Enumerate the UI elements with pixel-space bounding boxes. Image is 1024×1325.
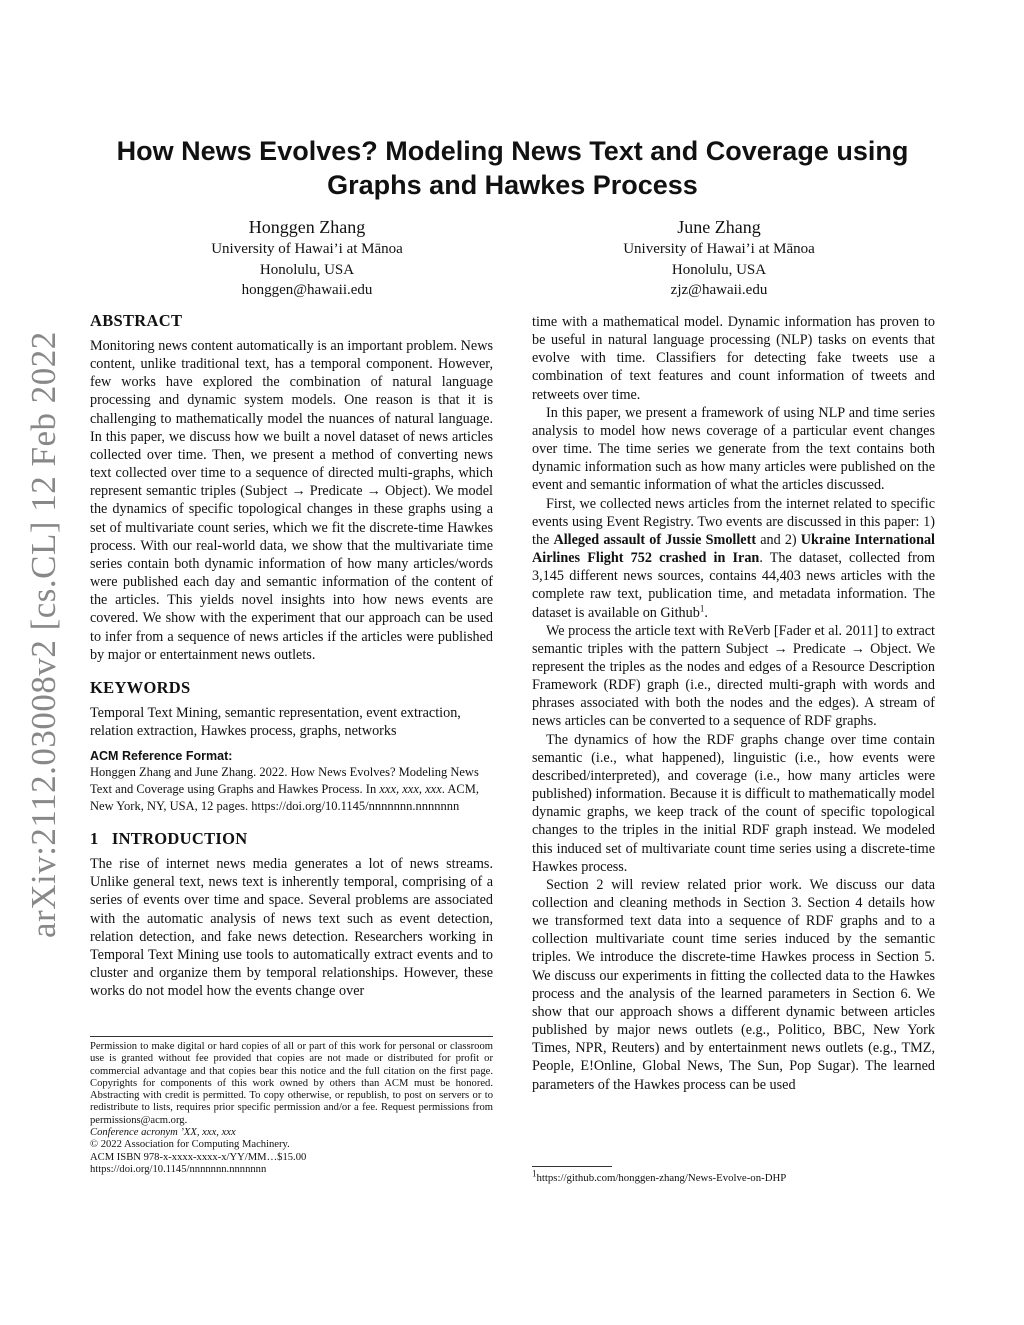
- author-affiliation: University of Hawai’i at Mānoa: [211, 241, 403, 257]
- acm-reference-rest: . ACM, New York, NY, USA, 12 pages. https://doi.org/10.1145/nnnnnnn.nnnnnnn: [90, 782, 479, 814]
- author-location: Honolulu, USA: [671, 261, 767, 278]
- intro-paragraph-3: [532, 495, 935, 622]
- acm-reference-text: [90, 764, 493, 815]
- intro-paragraph-1-continued: time with a mathematical model. Dynamic information has proven to be useful in natural language processing (NLP) tasks on events that evolve with time. Classifiers for detecting fake tweets use a combination of text features and count information of tweets and retweets over time.: [532, 314, 935, 403]
- introduction-heading: [90, 829, 493, 849]
- event-2-name: Ukraine International Airlines Flight 752 crashed in Iran: [532, 531, 935, 567]
- permission-notice: [90, 1041, 493, 1176]
- p3-text-c: and 2): [756, 531, 801, 548]
- author-name: Honggen Zhang: [248, 217, 366, 237]
- title-line-1: How News Evolves? Modeling News Text and Coverage using: [116, 136, 909, 166]
- keywords-heading: KEYWORDS: [90, 677, 191, 697]
- acm-reference-venue: xxx, xxx, xxx: [379, 782, 442, 797]
- author-email: zjz@hawaii.edu: [670, 282, 768, 298]
- arxiv-identifier: arXiv:2112.03008v2 [cs.CL] 12 Feb 2022: [24, 331, 63, 938]
- acm-reference-heading: ACM Reference Format:: [90, 749, 233, 764]
- author-email: honggen@hawaii.edu: [241, 282, 373, 298]
- footnote-number: 1: [532, 1168, 537, 1179]
- author-affiliation: University of Hawai’i at Mānoa: [623, 241, 815, 257]
- section-number: 1: [90, 829, 99, 849]
- author-location: Honolulu, USA: [259, 261, 355, 278]
- paper-title: [90, 134, 935, 202]
- footnote-rule: [90, 1036, 493, 1037]
- keywords-text: Temporal Text Mining, semantic representation, event extraction, relation extraction, Hawkes process, graphs, networks: [90, 704, 461, 739]
- author-name: June Zhang: [677, 217, 761, 237]
- author-block-2: [569, 216, 869, 301]
- p3-text-f: .: [704, 604, 708, 621]
- doi-line: https://doi.org/10.1145/nnnnnnn.nnnnnnn: [90, 1163, 267, 1175]
- author-block-1: [157, 216, 457, 301]
- p3-text-e: . The dataset, collected from 3,145 different news sources, contains 44,403 news articles with the complete raw text, publication time, and metadata information. The dataset is available on Github: [532, 550, 935, 621]
- isbn-line: ACM ISBN 978-x-xxxx-xxxx-x/YY/MM…$15.00: [90, 1151, 307, 1163]
- intro-paragraph-1: The rise of internet news media generates a lot of news streams. Unlike general text, news text is inherently temporal, comprising of a series of events over time and space. Several problems are associated with the automatic analysis of news text such as event detection, relation detection, and fake news detection. Researchers working in Temporal Text Mining use tools to automatically extract events and to cluster and organize them by temporal relationships. However, these works do not model how the events change over: [90, 856, 493, 1000]
- intro-paragraph-2: In this paper, we present a framework of using NLP and time series analysis to model how news coverage of a particular event changes over time. The time series we generate from the text contains both dynamic information such as how many articles were published on the event and semantic information of what the articles discussed.: [532, 404, 935, 494]
- abstract-heading: ABSTRACT: [90, 311, 183, 330]
- left-column: [90, 311, 493, 1000]
- intro-paragraph-5: The dynamics of how the RDF graphs change over time contain semantic (i.e., what happened), linguistic (i.e., how events were described/interpreted), and coverage (i.e., how many articles were published) information. Because it is difficult to mathematically model dynamic graphs, we keep track of the count of specific topological changes to the triples in the initial RDF graph instead. We modeled this induced set of multivariate count time series using a discrete-time Hawkes process.: [532, 731, 935, 875]
- footnote-rule: [532, 1166, 612, 1167]
- footnote-1: [532, 1168, 935, 1185]
- copyright-line: © 2022 Association for Computing Machinery.: [90, 1139, 290, 1151]
- section-title: INTRODUCTION: [111, 829, 248, 849]
- right-column: [532, 313, 935, 1094]
- abstract-text: Monitoring news content automatically is an important problem. News content, unlike traditional text, has a temporal component. However, few works have explored the combination of natural language processing and dynamic system models. One reason is that it is challenging to mathematically model the nuances of natural language. In this paper, we discuss how we built a novel dataset of news articles collected over time. Then, we present a method of converting news text collected over time to a sequence of directed multi-graphs, which represent semantic triples (Subject → Predicate → Object). We model the dynamics of specific topological changes in these graphs using a set of multivariate count series, which we fit the discrete-time Hawkes process. With our real-world data, we show that the multivariate time series contain both dynamic information of how many articles/words were published each day and semantic information of the content of the articles. This yields novel insights into how news events are covered. We show with the experiment that our approach can be used to infer from a sequence of news articles if the articles were published by major or entertainment news outlets.: [90, 338, 493, 663]
- intro-paragraph-6: Section 2 will review related prior work. We discuss our data collection and cleaning methods in Section 3. Section 4 details how we transformed text data into a sequence of RDF graphs and to a collection multivariate count time series induced by the semantic triples. We introduce the discrete-time Hawkes process in Section 5. We discuss our experiments in fitting the collected data to the Hawkes process and the analysis of the learned parameters in Section 6. We show that our approach shows a different dynamic between articles published by major news outlets (e.g., Politico, BBC, New York Times, NPR, Reuters) and by entertainment news outlets (e.g., TMZ, People, E!Online, Global News, The Sun, Pop Sugar). The learned parameters of the Hawkes process can be used: [532, 876, 935, 1093]
- acm-reference-authors: Honggen Zhang and June Zhang. 2022. How News Evolves? Modeling News Text and Coverage using Graphs and Hawkes Process. In: [90, 765, 479, 797]
- p3-text-a: First, we collected news articles from the internet related to specific events using Event Registry. Two events are discussed in this paper: 1) the: [532, 495, 935, 548]
- conference-line: Conference acronym ’XX, xxx, xxx: [90, 1127, 236, 1139]
- footnote-marker[interactable]: 1: [699, 602, 705, 613]
- intro-paragraph-4: We process the article text with ReVerb [Fader et al. 2011] to extract semantic triples with the pattern Subject → Predicate → Object. We represent the triples as the nodes and edges of a Resource Description Framework (RDF) graph (i.e., directed multi-graph with words and phrases associated with both the nodes and the edges). A stream of news articles can be converted to a sequence of RDF graphs.: [532, 622, 935, 730]
- footnote-url[interactable]: https://github.com/honggen-zhang/News-Evolve-on-DHP: [536, 1172, 787, 1184]
- title-line-2: Graphs and Hawkes Process: [327, 170, 698, 200]
- event-1-name: Alleged assault of Jussie Smollett: [553, 531, 757, 548]
- permission-text: Permission to make digital or hard copies of all or part of this work for personal or classroom use is granted without fee provided that copies are not made or distributed for profit or commercial advantage and that copies bear this notice and the full citation on the first page. Copyrights for components of this work owned by others than ACM must be honored. Abstracting with credit is permitted. To copy otherwise, or republish, to post on servers or to redistribute to lists, requires prior specific permission and/or a fee. Request permissions from permissions@acm.org.: [90, 1041, 493, 1126]
